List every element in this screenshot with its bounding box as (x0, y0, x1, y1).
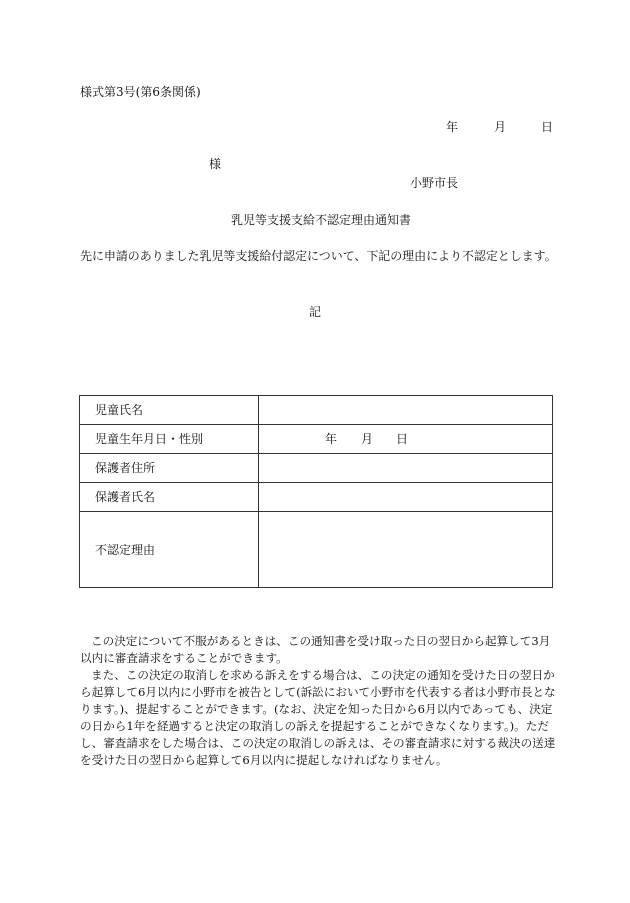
info-table (79, 395, 553, 588)
form-number: 様式第3号(第6条関係) (80, 85, 201, 99)
dob-fields (259, 425, 552, 453)
guardian-name-value-cell (259, 483, 553, 512)
date-year-label: 年 (446, 120, 459, 134)
non-approval-reason-label: 不認定理由 (80, 512, 259, 588)
dob-month-label: 月 (361, 432, 374, 446)
table-row (80, 483, 553, 512)
ki-heading: 記 (309, 305, 322, 319)
non-approval-reason-value-cell (259, 512, 553, 588)
table-row (80, 425, 553, 454)
table-row (80, 454, 553, 483)
dob-year-label: 年 (325, 432, 338, 446)
addressee-honorific: 様 (209, 157, 222, 171)
child-dob-sex-value-cell (259, 425, 553, 454)
date-month-label: 月 (494, 120, 507, 134)
guardian-address-value-cell (259, 454, 553, 483)
appeal-note-paragraph-1: この決定について不服があるときは、この通知書を受け取った日の翌日から起算して3月以内に審査請求をすることができます。 (80, 634, 551, 665)
child-dob-sex-label: 児童生年月日・性別 (80, 425, 259, 454)
table-row (80, 512, 553, 588)
child-name-value-cell (259, 396, 553, 425)
issuer-name: 小野市長 (410, 176, 459, 190)
child-name-label: 児童氏名 (80, 396, 259, 425)
dob-day-label: 日 (396, 432, 409, 446)
appeal-note-paragraph-2: また、この決定の取消しを求める訴えをする場合は、この決定の通知を受けた日の翌日から起算して6月以内に小野市を被告として(訴訟において小野市を代表する者は小野市長となります。)、提起することができます。(なお、決定を知った日から6月以内であっても、決定の日から1年を経過すると決定の取消しの訴えを提起することができなくなります。)。ただし、審査請求をした場合は、この決定の取消しの訴えは、その審査請求に対する裁決の送達を受けた日の翌日から起算して6月以内に提起しなければなりません。 (80, 668, 556, 767)
document-title: 乳児等支援支給不認定理由通知書 (231, 213, 412, 227)
table-row (80, 396, 553, 425)
guardian-name-label: 保護者氏名 (80, 483, 259, 512)
date-day-label: 日 (541, 120, 554, 134)
guardian-address-label: 保護者住所 (80, 454, 259, 483)
intro-sentence: 先に申請のありました乳児等支援給付認定について、下記の理由により不認定とします。 (80, 249, 557, 263)
appeal-notes (80, 633, 560, 769)
